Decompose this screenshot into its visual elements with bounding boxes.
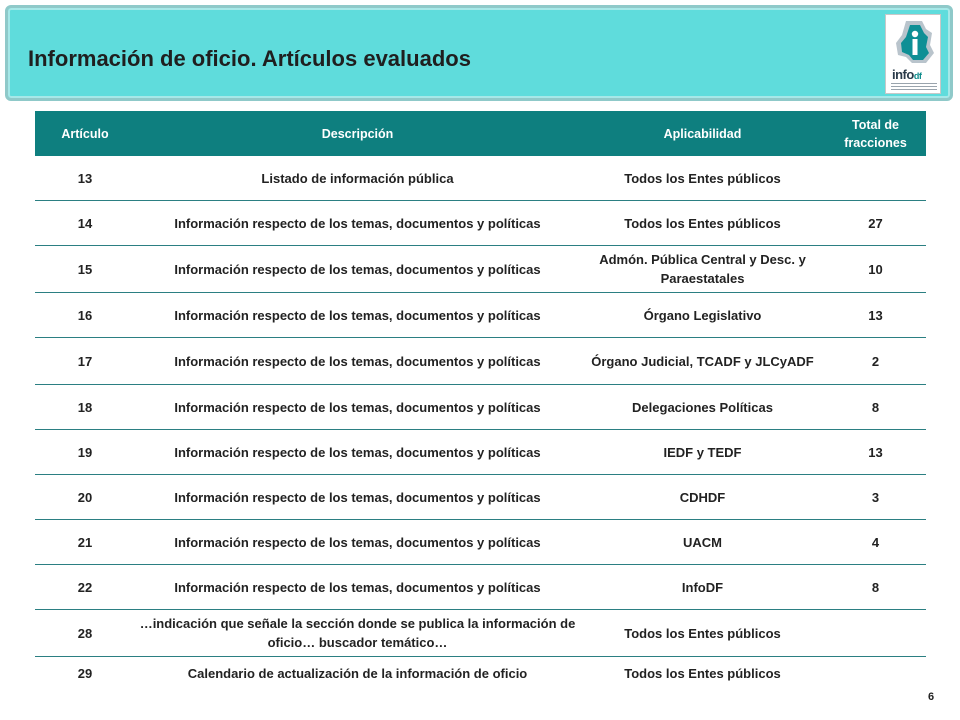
cell-descripcion: Información respecto de los temas, documentos y políticas [135, 338, 580, 385]
cell-articulo: 22 [35, 565, 135, 610]
cell-aplicabilidad: Todos los Entes públicos [580, 156, 825, 201]
cell-aplicabilidad: Órgano Judicial, TCADF y JLCyADF [580, 338, 825, 385]
cell-articulo: 16 [35, 293, 135, 338]
infodf-logo-caption [891, 83, 937, 91]
cell-articulo: 29 [77, 665, 93, 681]
cell-articulo: 18 [35, 385, 135, 430]
cell-articulo: 14 [35, 201, 135, 246]
cell-descripcion: …indicación que señale la sección donde se publica la información de oficio… buscador temático… [135, 610, 580, 657]
cell-total: 8 [825, 385, 926, 430]
table-row [35, 338, 926, 385]
column-header-descripcion: Descripción [135, 111, 580, 156]
cell-articulo: 28 [35, 610, 135, 657]
table-row [35, 520, 926, 565]
table-header-row [35, 111, 926, 156]
cell-descripcion: Información respecto de los temas, documentos y políticas [135, 520, 580, 565]
table-row [35, 475, 926, 520]
cell-total: 3 [825, 475, 926, 520]
cell-total: 13 [825, 293, 926, 338]
cell-total: 13 [825, 430, 926, 475]
cell-aplicabilidad: Todos los Entes públicos [580, 201, 825, 246]
table-row [35, 156, 926, 201]
cell-articulo: 19 [35, 430, 135, 475]
title-banner [5, 5, 953, 101]
cell-descripcion: Listado de información pública [135, 156, 580, 201]
cell-total: 10 [825, 246, 926, 293]
infodf-logo [885, 14, 941, 94]
cell-total: 27 [825, 201, 926, 246]
cell-aplicabilidad: InfoDF [580, 565, 825, 610]
cell-aplicabilidad: CDHDF [580, 475, 825, 520]
cell-total: 2 [825, 338, 926, 385]
cell-descripcion: Información respecto de los temas, documentos y políticas [135, 246, 580, 293]
infodf-logo-text: infodf [892, 67, 922, 82]
table-row [35, 430, 926, 475]
cell-articulo: 21 [35, 520, 135, 565]
infodf-logo-icon [892, 19, 936, 65]
cell-total: 4 [825, 520, 926, 565]
cell-aplicabilidad: IEDF y TEDF [580, 430, 825, 475]
cell-aplicabilidad: Todos los Entes públicos [580, 610, 825, 657]
column-header-aplicabilidad: Aplicabilidad [580, 111, 825, 156]
cell-aplicabilidad: Órgano Legislativo [580, 293, 825, 338]
cell-descripcion: Información respecto de los temas, documentos y políticas [135, 565, 580, 610]
table-row [35, 610, 926, 657]
cell-descripcion: Información respecto de los temas, documentos y políticas [135, 430, 580, 475]
cell-aplicabilidad: UACM [580, 520, 825, 565]
page-number: 6 [928, 691, 935, 703]
cell-descripcion: Información respecto de los temas, documentos y políticas [135, 385, 580, 430]
cell-total [825, 610, 926, 657]
cell-total [825, 657, 926, 690]
articles-table [35, 111, 926, 689]
cell-descripcion: Calendario de actualización de la información de oficio [187, 665, 528, 681]
cell-articulo: 17 [35, 338, 135, 385]
column-header-total: Total de fracciones [825, 111, 926, 156]
cell-articulo: 20 [35, 475, 135, 520]
cell-descripcion: Información respecto de los temas, documentos y políticas [135, 201, 580, 246]
table-row [35, 293, 926, 338]
column-header-articulo: Artículo [35, 111, 135, 156]
table-row [35, 657, 926, 690]
cell-aplicabilidad: Delegaciones Políticas [580, 385, 825, 430]
table-row [35, 385, 926, 430]
cell-total [825, 156, 926, 201]
table-row [35, 246, 926, 293]
cell-articulo: 15 [35, 246, 135, 293]
page-title: Información de oficio. Artículos evaluados [28, 46, 471, 71]
cell-aplicabilidad: Admón. Pública Central y Desc. y Paraestatales [580, 246, 825, 293]
cell-aplicabilidad: Todos los Entes públicos [624, 665, 781, 681]
cell-total: 8 [825, 565, 926, 610]
cell-descripcion: Información respecto de los temas, documentos y políticas [135, 293, 580, 338]
table-row [35, 565, 926, 610]
table-row [35, 201, 926, 246]
cell-descripcion: Información respecto de los temas, documentos y políticas [135, 475, 580, 520]
cell-articulo: 13 [35, 156, 135, 201]
